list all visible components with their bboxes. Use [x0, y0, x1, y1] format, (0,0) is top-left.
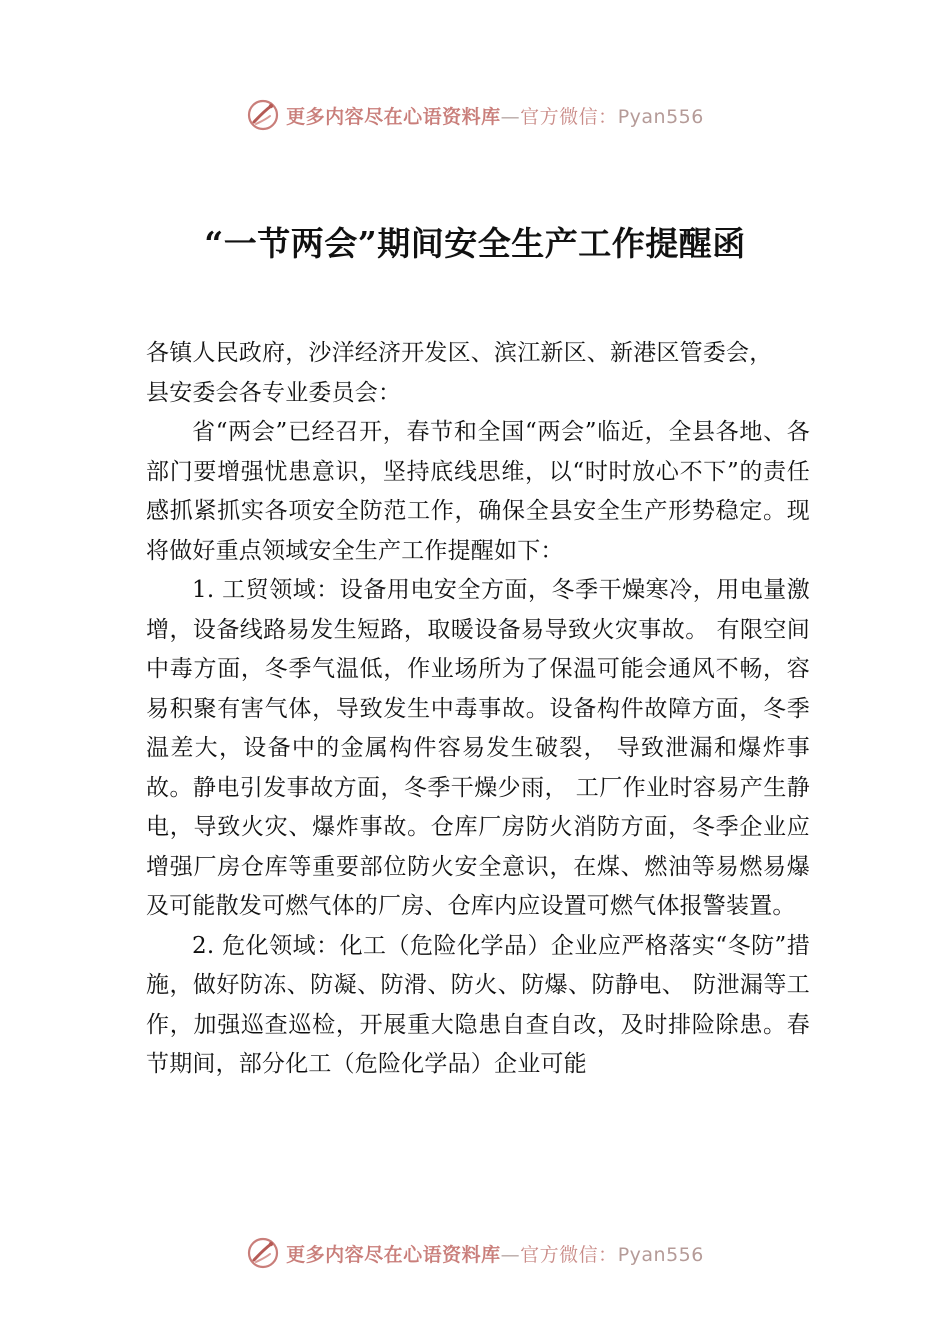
watermark-main: 更多内容尽在心语资料库 — [286, 105, 501, 128]
brush-logo-icon — [246, 98, 280, 132]
watermark-main: 更多内容尽在心语资料库 — [286, 1243, 501, 1266]
footer-watermark — [0, 1236, 950, 1270]
item-2-paragraph: 2. 危化领域：化工（危险化学品）企业应严格落实“冬防”措施，做好防冻、防凝、防滑、防火、防爆、防静电、 防泄漏等工作，加强巡查巡检，开展重大隐患自查自改，及时排险除患。春节期间，部分化工（危险化学品）企业可能 — [146, 932, 810, 1077]
intro-paragraph: 省“两会”已经召开，春节和全国“两会”临近，全县各地、各部门要增强忧患意识，坚持底线思维，以“时时放心不下”的责任感抓紧抓实各项安全防范工作，确保全县安全生产形势稳定。现将做好重点领域安全生产工作提醒如下： — [146, 419, 810, 564]
watermark-text — [286, 102, 704, 129]
watermark-wechat-id: Pyan556 — [617, 105, 704, 128]
watermark-text — [286, 1240, 704, 1267]
item-1-paragraph: 1. 工贸领域：设备用电安全方面，冬季干燥寒冷，用电量激增，设备线路易发生短路，取暖设备易导致火灾事故。 有限空间中毒方面，冬季气温低，作业场所为了保温可能会通风不畅，容易积聚有害气体，导致发生中毒事故。设备构件故障方面，冬季温差大，设备中的金属构件容易发生破裂， 导致泄漏和爆炸事故。静电引发事故方面，冬季干燥少雨， 工厂作业时容易产生静电，导致火灾、爆炸事故。仓库厂房防火消防方面，冬季企业应增强厂房仓库等重要部位防火安全意识，在煤、燃油等易燃易爆及可能散发可燃气体的厂房、仓库内应设置可燃气体报警装置。 — [146, 577, 810, 919]
salutation-line-1: 各镇人民政府，沙洋经济开发区、滨江新区、新港区管委会， — [146, 340, 773, 366]
document-title: “一节两会”期间安全生产工作提醒函 — [204, 224, 746, 263]
header-watermark — [0, 98, 950, 132]
brush-logo-icon — [246, 1236, 280, 1270]
watermark-label: 官方微信： — [520, 105, 618, 128]
salutation-line-2: 县安委会各专业委员会： — [146, 379, 402, 406]
document-body — [146, 334, 810, 1085]
watermark-label: 官方微信： — [520, 1243, 618, 1266]
watermark-separator: — — [500, 105, 521, 128]
watermark-separator: — — [500, 1243, 521, 1266]
watermark-wechat-id: Pyan556 — [617, 1243, 704, 1266]
